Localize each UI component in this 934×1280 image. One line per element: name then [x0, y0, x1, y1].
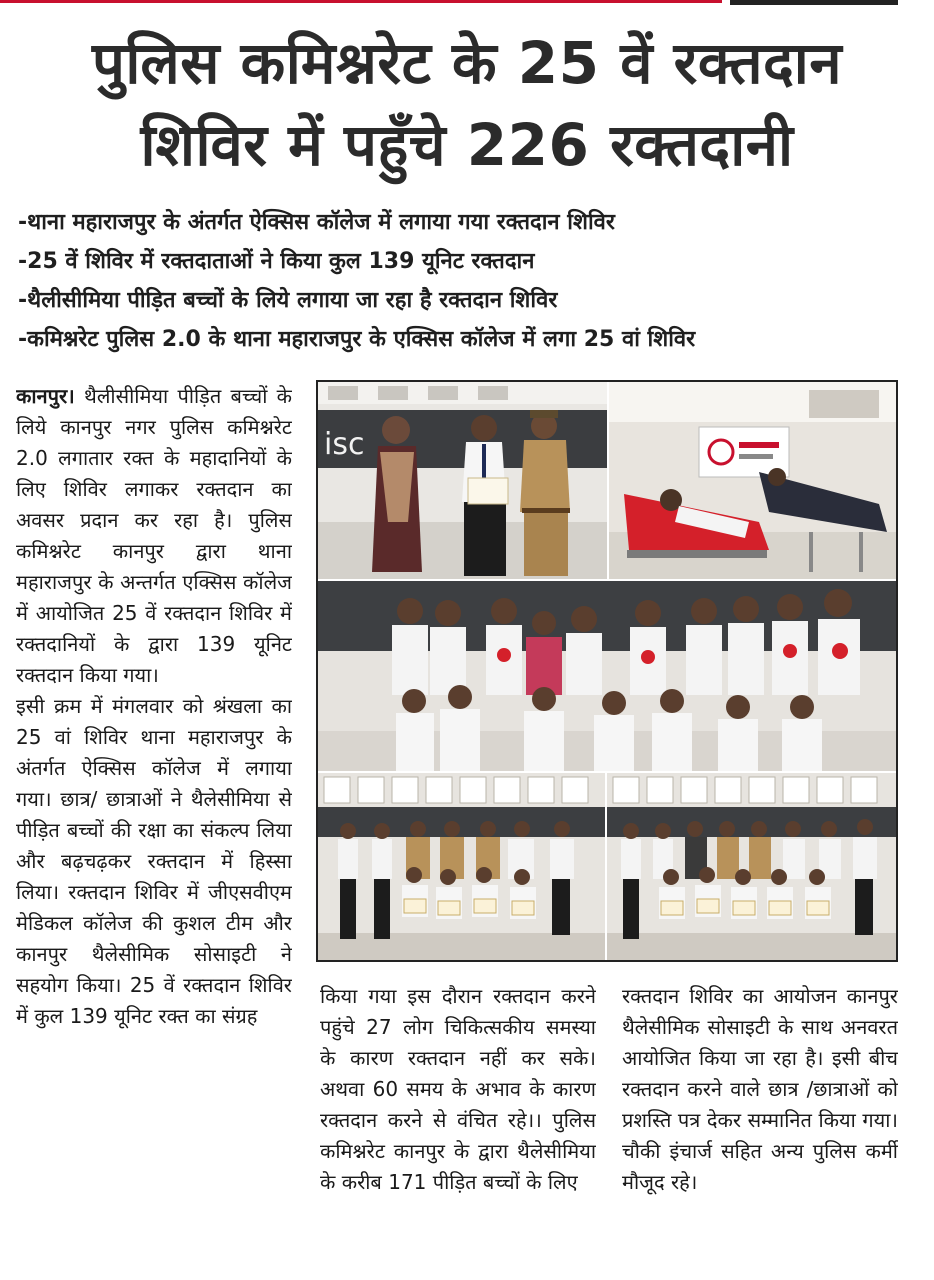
- photo-certificate-handover: [318, 382, 607, 579]
- subheadline-item: -कमिश्नरेट पुलिस 2.0 के थाना महाराजपुर के एक्सिस कॉलेज में लगा 25 वां शिविर: [18, 327, 696, 352]
- article-column-2: [320, 981, 596, 1273]
- photo-certificate-group-1: [318, 773, 605, 960]
- article-paragraph-2: इसी क्रम में मंगलवार को श्रंखला का 25 वां शिविर थाना महाराजपुर के अंतर्गत ऐक्सिस कॉलेज में लगाया गया। छात्र/ छात्राओं ने थैलेसीमिया से पीड़ित बच्चों की रक्षा का संकल्प लिया और बढ़चढ़कर रक्तदान में हिस्सा लिया। रक्तदान शिविर में जीएसवीएम मेडिकल कॉलेज की कुशल टीम और कानपुर थैलेसीमिक सोसाइटी ने सहयोग किया। 25 वें रक्तदान शिविर में कुल 139 यूनिट रक्त का संग्रह: [16, 694, 292, 1028]
- photo-group-volunteers: [318, 581, 896, 771]
- subheadline-item: -थाना महाराजपुर के अंतर्गत ऐक्सिस कॉलेज में लगाया गया रक्तदान शिविर: [18, 210, 615, 235]
- article-paragraph-4: रक्तदान शिविर का आयोजन कानपुर थैलेसीमिक सोसाइटी के साथ अनवरत आयोजित किया जा रहा है। इसी बीच रक्तदान करने वाले छात्र /छात्राओं को प्रशस्ति पत्र देकर सम्मानित किया गया। चौकी इंचार्ज सहित अन्य पुलिस कर्मी मौजूद रहे।: [622, 984, 898, 1194]
- article-paragraph-1: [16, 381, 292, 691]
- headline-line-2: शिविर में पहुँचे 226 रक्तदानी: [140, 111, 794, 179]
- article-text: थैलीसीमिया पीड़ित बच्चों के लिये कानपुर नगर पुलिस कमिश्नरेट 2.0 लगातार रक्त के महादानियों के लिए शिविर लगाकर रक्तदान का अवसर प्रदान कर रहा है। पुलिस कमिश्नरेट कानपुर द्वारा थाना महाराजपुर के अन्तर्गत एक्सिस कॉलेज में आयोजित 25 वें रक्तदान शिविर में रक्तदानियों के द्वारा 139 यूनिट रक्तदान किया गया।: [16, 384, 292, 687]
- article-column-3: [622, 981, 898, 1273]
- subheadline-item: -थैलीसीमिया पीड़ित बच्चों के लिये लगाया जा रहा है रक्तदान शिविर: [18, 288, 558, 313]
- dateline-place: कानपुर।: [16, 384, 75, 408]
- subheadline-item: -25 वें शिविर में रक्तदाताओं ने किया कुल 139 यूनिट रक्तदान: [18, 249, 535, 274]
- photo-certificate-group-2: [607, 773, 896, 960]
- headline: [20, 22, 914, 186]
- article-column-1: [16, 381, 292, 1271]
- photo-collage: [316, 380, 898, 962]
- article-paragraph-3: किया गया इस दौरान रक्तदान करने पहुंचे 27 लोग चिकित्सकीय समस्या के कारण रक्तदान नहीं कर सके। अथवा 60 समय के अभाव के कारण रक्तदान करने से वंचित रहे।। पुलिस कमिश्नरेट कानपुर के द्वारा थैलेसीमिया के करीब 171 पीड़ित बच्चों के लिए: [320, 984, 596, 1194]
- top-rule-dark: [730, 0, 898, 5]
- photo-donation-ward: [609, 382, 896, 579]
- top-rule-red: [0, 0, 722, 3]
- headline-line-1: पुलिस कमिश्नरेट के 25 वें रक्तदान: [91, 29, 843, 97]
- subheadline-list: [18, 203, 918, 359]
- backdrop-sign-text: isc: [324, 427, 365, 462]
